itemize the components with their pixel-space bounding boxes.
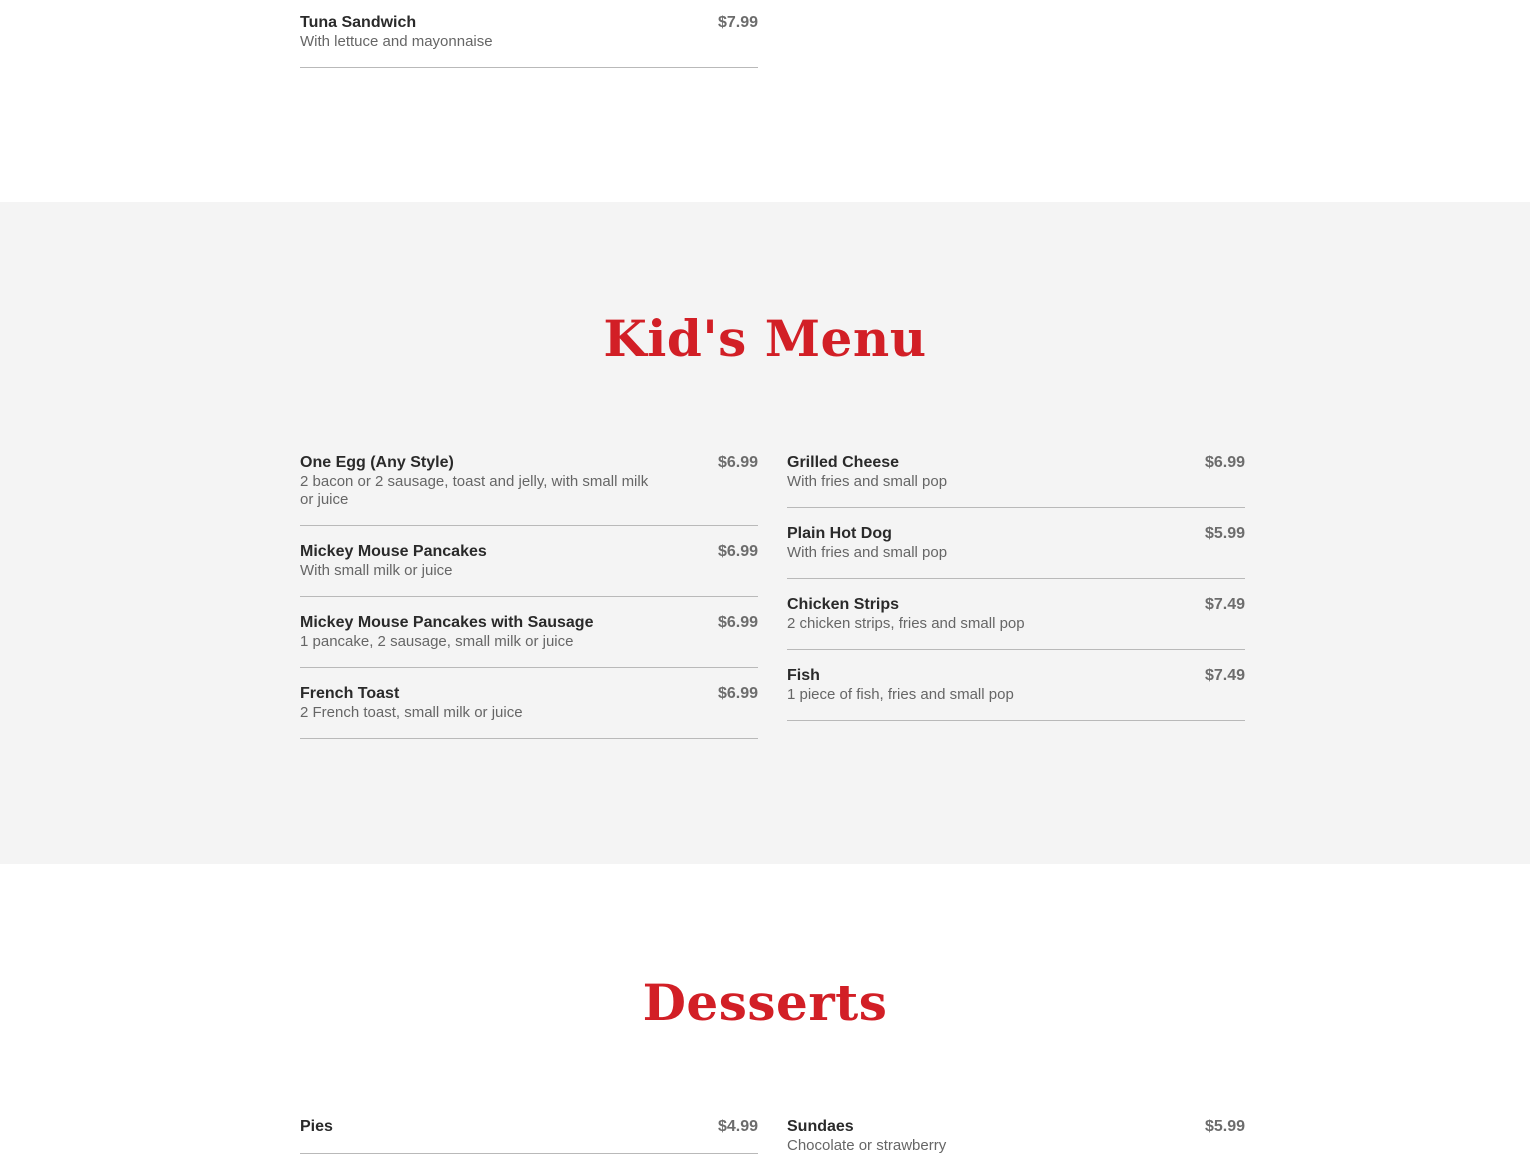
- section-title: Kid's Menu: [603, 309, 927, 368]
- kids-column-right: [787, 453, 1245, 737]
- item-name: Sundaes: [787, 1118, 854, 1135]
- menu-item: [300, 613, 758, 668]
- section-title: Desserts: [642, 973, 888, 1032]
- item-description: 1 pancake, 2 sausage, small milk or juice: [300, 633, 574, 650]
- item-description: 1 piece of fish, fries and small pop: [787, 686, 1014, 703]
- item-description: 2 bacon or 2 sausage, toast and jelly, with small milk or juice: [300, 473, 649, 508]
- menu-item: [300, 13, 758, 68]
- item-price: $6.99: [1204, 454, 1245, 471]
- item-price: $6.99: [717, 614, 758, 631]
- kids-column-left: [300, 453, 758, 755]
- item-name: Grilled Cheese: [787, 454, 900, 471]
- menu-item: [787, 1117, 1245, 1157]
- item-price: $5.99: [1204, 1118, 1245, 1135]
- desserts-column-right: [787, 1117, 1245, 1157]
- menu-item: [787, 666, 1245, 721]
- item-price: $6.99: [717, 543, 758, 560]
- item-name: French Toast: [300, 685, 400, 702]
- item-name: Pies: [300, 1118, 333, 1135]
- desserts-section: [0, 864, 1530, 1157]
- menu-item: [300, 684, 758, 739]
- lunch-column-left: [300, 13, 758, 84]
- item-name: Plain Hot Dog: [787, 525, 892, 542]
- item-description: With fries and small pop: [787, 544, 948, 561]
- lunch-section: [0, 0, 1530, 202]
- item-price: $7.99: [717, 14, 758, 31]
- menu-item: [300, 1117, 758, 1154]
- item-price: $7.49: [1204, 667, 1245, 684]
- item-description: Chocolate or strawberry: [787, 1137, 947, 1154]
- menu-item: [300, 453, 758, 526]
- item-price: $7.49: [1204, 596, 1245, 613]
- item-description: 2 French toast, small milk or juice: [300, 704, 523, 721]
- item-price: $5.99: [1204, 525, 1245, 542]
- item-price: $4.99: [717, 1118, 758, 1135]
- item-name: Mickey Mouse Pancakes: [300, 543, 487, 560]
- item-name: Chicken Strips: [787, 596, 900, 613]
- item-description: 2 chicken strips, fries and small pop: [787, 615, 1025, 632]
- item-description: With fries and small pop: [787, 473, 948, 490]
- item-price: $6.99: [717, 685, 758, 702]
- item-description: With small milk or juice: [300, 562, 453, 579]
- kids-menu-section: [0, 202, 1530, 864]
- item-name: Tuna Sandwich: [300, 14, 417, 31]
- menu-item: [787, 524, 1245, 579]
- menu-item: [787, 453, 1245, 508]
- menu-item: [300, 542, 758, 597]
- item-price: $6.99: [717, 454, 758, 471]
- item-description: With lettuce and mayonnaise: [300, 33, 493, 50]
- item-name: Fish: [787, 667, 820, 684]
- item-name: One Egg (Any Style): [300, 454, 454, 471]
- item-name: Mickey Mouse Pancakes with Sausage: [300, 614, 594, 631]
- menu-item: [787, 595, 1245, 650]
- desserts-column-left: [300, 1117, 758, 1157]
